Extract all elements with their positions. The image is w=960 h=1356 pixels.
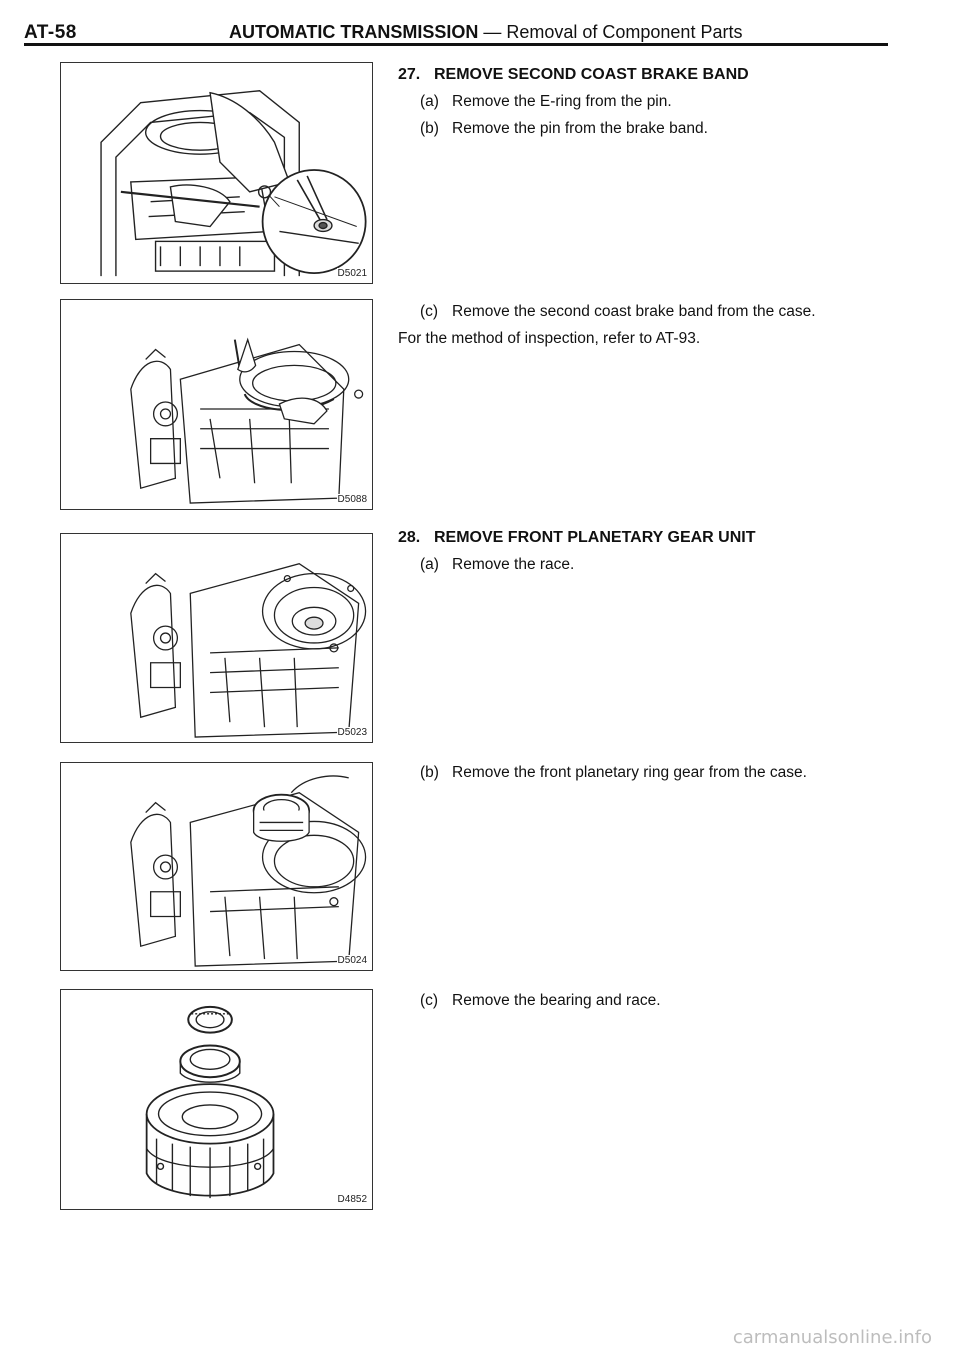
step-heading: REMOVE FRONT PLANETARY GEAR UNIT xyxy=(434,529,756,546)
figure-code: D5024 xyxy=(337,955,367,966)
substep-text: Remove the E-ring from the pin. xyxy=(452,93,672,110)
step-number: 28. xyxy=(398,529,421,546)
figure-code: D4852 xyxy=(337,1194,367,1205)
substep-label: (c) xyxy=(420,303,439,320)
page-title xyxy=(229,22,742,43)
figure-code: D5088 xyxy=(337,494,367,505)
step-28-title xyxy=(398,529,756,547)
substep-text: Remove the pin from the brake band. xyxy=(452,120,708,137)
step-28a xyxy=(420,556,574,574)
step-28c xyxy=(420,992,661,1010)
page-header xyxy=(24,22,888,44)
step-number: 27. xyxy=(398,66,421,83)
figure-code: D5023 xyxy=(337,727,367,738)
step-heading: REMOVE SECOND COAST BRAKE BAND xyxy=(434,66,749,83)
section-name: AUTOMATIC TRANSMISSION xyxy=(229,22,479,42)
step-28b xyxy=(420,764,807,782)
substep-label: (a) xyxy=(420,556,439,573)
figure-brake-band-removal xyxy=(60,299,373,510)
figure-ring-gear-removal xyxy=(60,762,373,971)
step-27a xyxy=(420,93,672,111)
substep-text: Remove the bearing and race. xyxy=(452,992,661,1009)
figure-brake-band-illustration xyxy=(61,300,372,509)
figure-ring-gear-illustration xyxy=(61,763,372,970)
substep-text: Remove the race. xyxy=(452,556,575,573)
substep-label: (a) xyxy=(420,93,439,110)
watermark-link[interactable]: carmanualsonline.info xyxy=(732,1327,932,1348)
substep-text: Remove the front planetary ring gear from the case. xyxy=(452,764,807,781)
section-subtitle: — Removal of Component Parts xyxy=(483,22,743,42)
inspection-note: For the method of inspection, refer to AT-93. xyxy=(398,330,701,347)
figure-bearing-illustration xyxy=(61,990,372,1209)
substep-label: (b) xyxy=(420,764,439,781)
header-rule xyxy=(24,43,888,46)
figure-code: D5021 xyxy=(337,268,367,279)
figure-bearing-race xyxy=(60,989,373,1210)
figure-race-removal xyxy=(60,533,373,743)
page-number: AT-58 xyxy=(24,22,77,43)
step-27c xyxy=(420,303,816,321)
substep-label: (b) xyxy=(420,120,439,137)
step-27-title xyxy=(398,66,749,84)
figure-e-ring-removal xyxy=(60,62,373,284)
figure-race-illustration xyxy=(61,534,372,742)
substep-text: Remove the second coast brake band from the case. xyxy=(452,303,816,320)
substep-label: (c) xyxy=(420,992,439,1009)
step-27b xyxy=(420,120,708,138)
figure-e-ring-illustration xyxy=(61,63,372,283)
